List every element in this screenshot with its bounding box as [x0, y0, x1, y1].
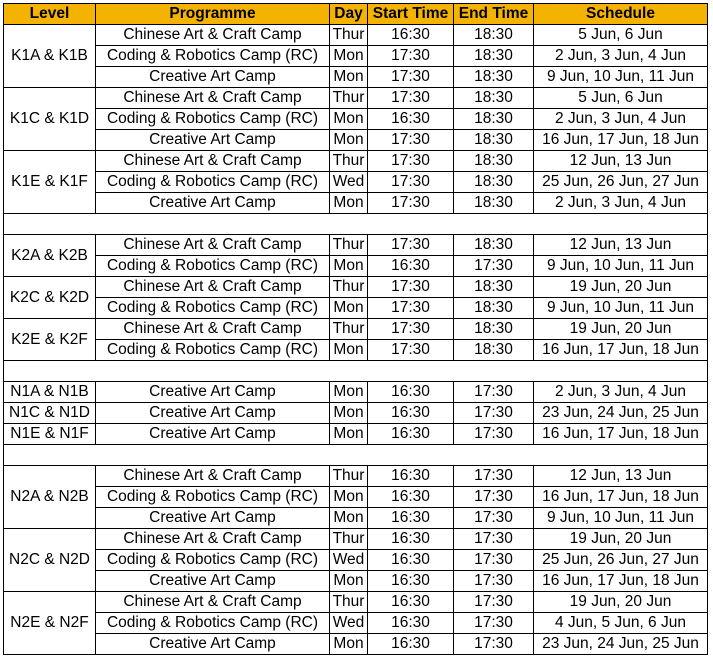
cell-end-time: 17:30 — [454, 634, 534, 655]
cell-day: Wed — [330, 550, 368, 571]
table-row — [4, 298, 708, 319]
cell-day: Thur — [330, 529, 368, 550]
cell-start-time: 17:30 — [368, 298, 454, 319]
cell-start-time: 17:30 — [368, 151, 454, 172]
cell-end-time: 18:30 — [454, 193, 534, 214]
cell-day: Thur — [330, 235, 368, 256]
table-row — [4, 193, 708, 214]
table-row — [4, 172, 708, 193]
cell-day: Wed — [330, 172, 368, 193]
cell-day: Mon — [330, 67, 368, 88]
cell-end-time: 17:30 — [454, 256, 534, 277]
cell-start-time: 16:30 — [368, 508, 454, 529]
table-row — [4, 487, 708, 508]
table-row — [4, 25, 708, 46]
cell-day: Mon — [330, 487, 368, 508]
cell-end-time: 17:30 — [454, 613, 534, 634]
cell-start-time: 16:30 — [368, 424, 454, 445]
table-row — [4, 613, 708, 634]
cell-schedule: 4 Jun, 5 Jun, 6 Jun — [534, 613, 708, 634]
cell-schedule: 19 Jun, 20 Jun — [534, 592, 708, 613]
table-row — [4, 550, 708, 571]
cell-schedule: 9 Jun, 10 Jun, 11 Jun — [534, 67, 708, 88]
cell-end-time: 17:30 — [454, 571, 534, 592]
cell-programme: Coding & Robotics Camp (RC) — [96, 172, 330, 193]
cell-programme: Coding & Robotics Camp (RC) — [96, 109, 330, 130]
cell-day: Mon — [330, 340, 368, 361]
separator-cell — [4, 361, 708, 382]
cell-day: Mon — [330, 634, 368, 655]
header-level: Level — [4, 4, 96, 25]
cell-end-time: 18:30 — [454, 88, 534, 109]
cell-day: Mon — [330, 424, 368, 445]
cell-programme: Creative Art Camp — [96, 508, 330, 529]
cell-day: Wed — [330, 613, 368, 634]
cell-programme: Chinese Art & Craft Camp — [96, 25, 330, 46]
table-row — [4, 109, 708, 130]
cell-end-time: 17:30 — [454, 592, 534, 613]
section-separator-row — [4, 361, 708, 382]
cell-programme: Creative Art Camp — [96, 130, 330, 151]
cell-start-time: 16:30 — [368, 487, 454, 508]
cell-day: Thur — [330, 592, 368, 613]
cell-start-time: 16:30 — [368, 403, 454, 424]
table-row — [4, 424, 708, 445]
cell-day: Mon — [330, 298, 368, 319]
cell-schedule: 5 Jun, 6 Jun — [534, 25, 708, 46]
cell-level: K1A & K1B — [4, 25, 96, 88]
cell-schedule: 16 Jun, 17 Jun, 18 Jun — [534, 340, 708, 361]
cell-end-time: 17:30 — [454, 550, 534, 571]
cell-start-time: 17:30 — [368, 319, 454, 340]
cell-schedule: 19 Jun, 20 Jun — [534, 529, 708, 550]
table-row — [4, 67, 708, 88]
cell-end-time: 18:30 — [454, 235, 534, 256]
cell-schedule: 9 Jun, 10 Jun, 11 Jun — [534, 256, 708, 277]
cell-start-time: 17:30 — [368, 277, 454, 298]
cell-schedule: 16 Jun, 17 Jun, 18 Jun — [534, 424, 708, 445]
cell-start-time: 17:30 — [368, 46, 454, 67]
cell-start-time: 17:30 — [368, 172, 454, 193]
cell-start-time: 17:30 — [368, 340, 454, 361]
cell-start-time: 16:30 — [368, 382, 454, 403]
cell-programme: Coding & Robotics Camp (RC) — [96, 487, 330, 508]
cell-level: K2A & K2B — [4, 235, 96, 277]
cell-schedule: 12 Jun, 13 Jun — [534, 466, 708, 487]
header-start-time: Start Time — [368, 4, 454, 25]
cell-programme: Coding & Robotics Camp (RC) — [96, 298, 330, 319]
cell-end-time: 17:30 — [454, 529, 534, 550]
cell-schedule: 19 Jun, 20 Jun — [534, 319, 708, 340]
cell-level: N2C & N2D — [4, 529, 96, 592]
cell-end-time: 18:30 — [454, 130, 534, 151]
cell-level: K1C & K1D — [4, 88, 96, 151]
cell-day: Mon — [330, 256, 368, 277]
cell-programme: Chinese Art & Craft Camp — [96, 88, 330, 109]
cell-level: N2A & N2B — [4, 466, 96, 529]
cell-level: K2C & K2D — [4, 277, 96, 319]
cell-start-time: 16:30 — [368, 571, 454, 592]
cell-day: Thur — [330, 88, 368, 109]
cell-day: Thur — [330, 25, 368, 46]
cell-end-time: 17:30 — [454, 466, 534, 487]
table-row — [4, 571, 708, 592]
cell-start-time: 16:30 — [368, 25, 454, 46]
cell-end-time: 17:30 — [454, 382, 534, 403]
cell-programme: Coding & Robotics Camp (RC) — [96, 613, 330, 634]
cell-end-time: 18:30 — [454, 67, 534, 88]
cell-programme: Creative Art Camp — [96, 382, 330, 403]
cell-level: K2E & K2F — [4, 319, 96, 361]
cell-schedule: 5 Jun, 6 Jun — [534, 88, 708, 109]
header-day: Day — [330, 4, 368, 25]
table-row — [4, 130, 708, 151]
cell-start-time: 17:30 — [368, 67, 454, 88]
cell-schedule: 2 Jun, 3 Jun, 4 Jun — [534, 109, 708, 130]
cell-programme: Creative Art Camp — [96, 403, 330, 424]
cell-schedule: 16 Jun, 17 Jun, 18 Jun — [534, 571, 708, 592]
cell-end-time: 17:30 — [454, 508, 534, 529]
cell-end-time: 18:30 — [454, 340, 534, 361]
cell-level: N2E & N2F — [4, 592, 96, 655]
header-programme: Programme — [96, 4, 330, 25]
camp-schedule-table — [3, 3, 708, 655]
cell-programme: Chinese Art & Craft Camp — [96, 529, 330, 550]
cell-programme: Chinese Art & Craft Camp — [96, 151, 330, 172]
cell-end-time: 18:30 — [454, 277, 534, 298]
cell-schedule: 2 Jun, 3 Jun, 4 Jun — [534, 46, 708, 67]
cell-schedule: 9 Jun, 10 Jun, 11 Jun — [534, 298, 708, 319]
cell-day: Mon — [330, 571, 368, 592]
cell-start-time: 17:30 — [368, 130, 454, 151]
table-row — [4, 592, 708, 613]
header-row — [4, 4, 708, 25]
cell-programme: Creative Art Camp — [96, 571, 330, 592]
cell-programme: Coding & Robotics Camp (RC) — [96, 340, 330, 361]
table-row — [4, 508, 708, 529]
separator-cell — [4, 214, 708, 235]
table-row — [4, 529, 708, 550]
cell-day: Thur — [330, 277, 368, 298]
cell-programme: Chinese Art & Craft Camp — [96, 235, 330, 256]
cell-level: N1A & N1B — [4, 382, 96, 403]
cell-programme: Coding & Robotics Camp (RC) — [96, 256, 330, 277]
cell-schedule: 9 Jun, 10 Jun, 11 Jun — [534, 508, 708, 529]
cell-end-time: 18:30 — [454, 172, 534, 193]
cell-day: Thur — [330, 319, 368, 340]
table-row — [4, 466, 708, 487]
cell-schedule: 12 Jun, 13 Jun — [534, 151, 708, 172]
cell-programme: Chinese Art & Craft Camp — [96, 319, 330, 340]
cell-schedule: 2 Jun, 3 Jun, 4 Jun — [534, 193, 708, 214]
cell-day: Mon — [330, 508, 368, 529]
cell-level: K1E & K1F — [4, 151, 96, 214]
cell-start-time: 16:30 — [368, 529, 454, 550]
cell-start-time: 16:30 — [368, 550, 454, 571]
table-row — [4, 151, 708, 172]
cell-start-time: 16:30 — [368, 634, 454, 655]
cell-end-time: 18:30 — [454, 298, 534, 319]
cell-start-time: 16:30 — [368, 592, 454, 613]
cell-schedule: 19 Jun, 20 Jun — [534, 277, 708, 298]
cell-schedule: 16 Jun, 17 Jun, 18 Jun — [534, 130, 708, 151]
cell-start-time: 16:30 — [368, 256, 454, 277]
cell-level: N1E & N1F — [4, 424, 96, 445]
cell-programme: Creative Art Camp — [96, 67, 330, 88]
cell-level: N1C & N1D — [4, 403, 96, 424]
cell-schedule: 25 Jun, 26 Jun, 27 Jun — [534, 172, 708, 193]
cell-day: Mon — [330, 130, 368, 151]
cell-day: Mon — [330, 403, 368, 424]
table-row — [4, 235, 708, 256]
cell-programme: Chinese Art & Craft Camp — [96, 277, 330, 298]
table-row — [4, 634, 708, 655]
cell-day: Thur — [330, 466, 368, 487]
table-row — [4, 88, 708, 109]
table-header — [4, 4, 708, 25]
cell-programme: Chinese Art & Craft Camp — [96, 466, 330, 487]
cell-end-time: 18:30 — [454, 319, 534, 340]
cell-start-time: 16:30 — [368, 466, 454, 487]
cell-day: Mon — [330, 109, 368, 130]
cell-day: Mon — [330, 193, 368, 214]
cell-end-time: 18:30 — [454, 25, 534, 46]
cell-programme: Creative Art Camp — [96, 424, 330, 445]
cell-schedule: 23 Jun, 24 Jun, 25 Jun — [534, 634, 708, 655]
cell-day: Mon — [330, 46, 368, 67]
cell-end-time: 18:30 — [454, 109, 534, 130]
section-separator-row — [4, 445, 708, 466]
cell-programme: Chinese Art & Craft Camp — [96, 592, 330, 613]
table-body — [4, 25, 708, 655]
cell-schedule: 2 Jun, 3 Jun, 4 Jun — [534, 382, 708, 403]
cell-day: Thur — [330, 151, 368, 172]
table-row — [4, 277, 708, 298]
cell-schedule: 23 Jun, 24 Jun, 25 Jun — [534, 403, 708, 424]
header-end-time: End Time — [454, 4, 534, 25]
cell-end-time: 17:30 — [454, 487, 534, 508]
table-row — [4, 319, 708, 340]
table-row — [4, 340, 708, 361]
separator-cell — [4, 445, 708, 466]
table-row — [4, 46, 708, 67]
cell-start-time: 16:30 — [368, 109, 454, 130]
cell-schedule: 12 Jun, 13 Jun — [534, 235, 708, 256]
section-separator-row — [4, 214, 708, 235]
cell-programme: Creative Art Camp — [96, 634, 330, 655]
cell-start-time: 17:30 — [368, 235, 454, 256]
table-row — [4, 256, 708, 277]
table-row — [4, 403, 708, 424]
cell-day: Mon — [330, 382, 368, 403]
cell-start-time: 16:30 — [368, 613, 454, 634]
cell-end-time: 18:30 — [454, 46, 534, 67]
cell-schedule: 16 Jun, 17 Jun, 18 Jun — [534, 487, 708, 508]
cell-end-time: 17:30 — [454, 403, 534, 424]
cell-programme: Coding & Robotics Camp (RC) — [96, 550, 330, 571]
cell-schedule: 25 Jun, 26 Jun, 27 Jun — [534, 550, 708, 571]
schedule-table-container — [3, 3, 708, 655]
cell-programme: Coding & Robotics Camp (RC) — [96, 46, 330, 67]
table-row — [4, 382, 708, 403]
cell-end-time: 17:30 — [454, 424, 534, 445]
cell-start-time: 17:30 — [368, 193, 454, 214]
header-schedule: Schedule — [534, 4, 708, 25]
cell-programme: Creative Art Camp — [96, 193, 330, 214]
cell-start-time: 17:30 — [368, 88, 454, 109]
cell-end-time: 18:30 — [454, 151, 534, 172]
